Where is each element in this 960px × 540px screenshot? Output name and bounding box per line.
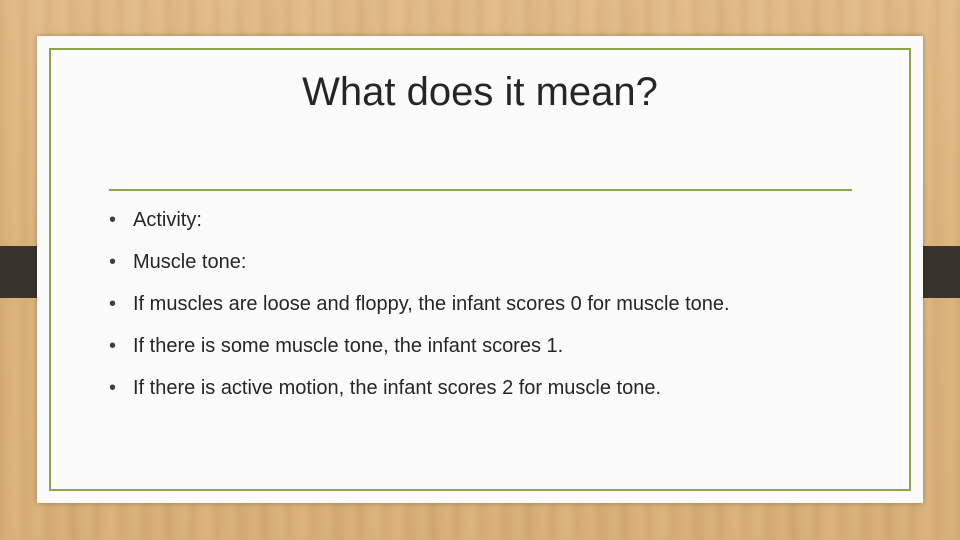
bullet-dot-icon: • [109,251,117,273]
bullet-item-muscle-tone [109,241,730,283]
bullet-dot-icon: • [109,377,117,399]
bullet-text: If there is some muscle tone, the infant scores 1. [133,335,564,357]
title-divider [109,189,852,191]
bullet-text: Muscle tone: [133,251,247,273]
bullet-item-activity [109,199,730,241]
bullet-item-score-1 [109,325,730,367]
bullet-text: If muscles are loose and floppy, the infant scores 0 for muscle tone. [133,293,730,315]
bullet-list [109,199,730,409]
bullet-text: If there is active motion, the infant scores 2 for muscle tone. [133,377,662,399]
bullet-dot-icon: • [109,293,117,315]
bullet-item-score-0 [109,283,730,325]
bullet-dot-icon: • [109,209,117,231]
slide-title: What does it mean? [302,70,658,114]
bullet-dot-icon: • [109,335,117,357]
bullet-item-score-2 [109,367,730,409]
bullet-text: Activity: [133,209,202,231]
